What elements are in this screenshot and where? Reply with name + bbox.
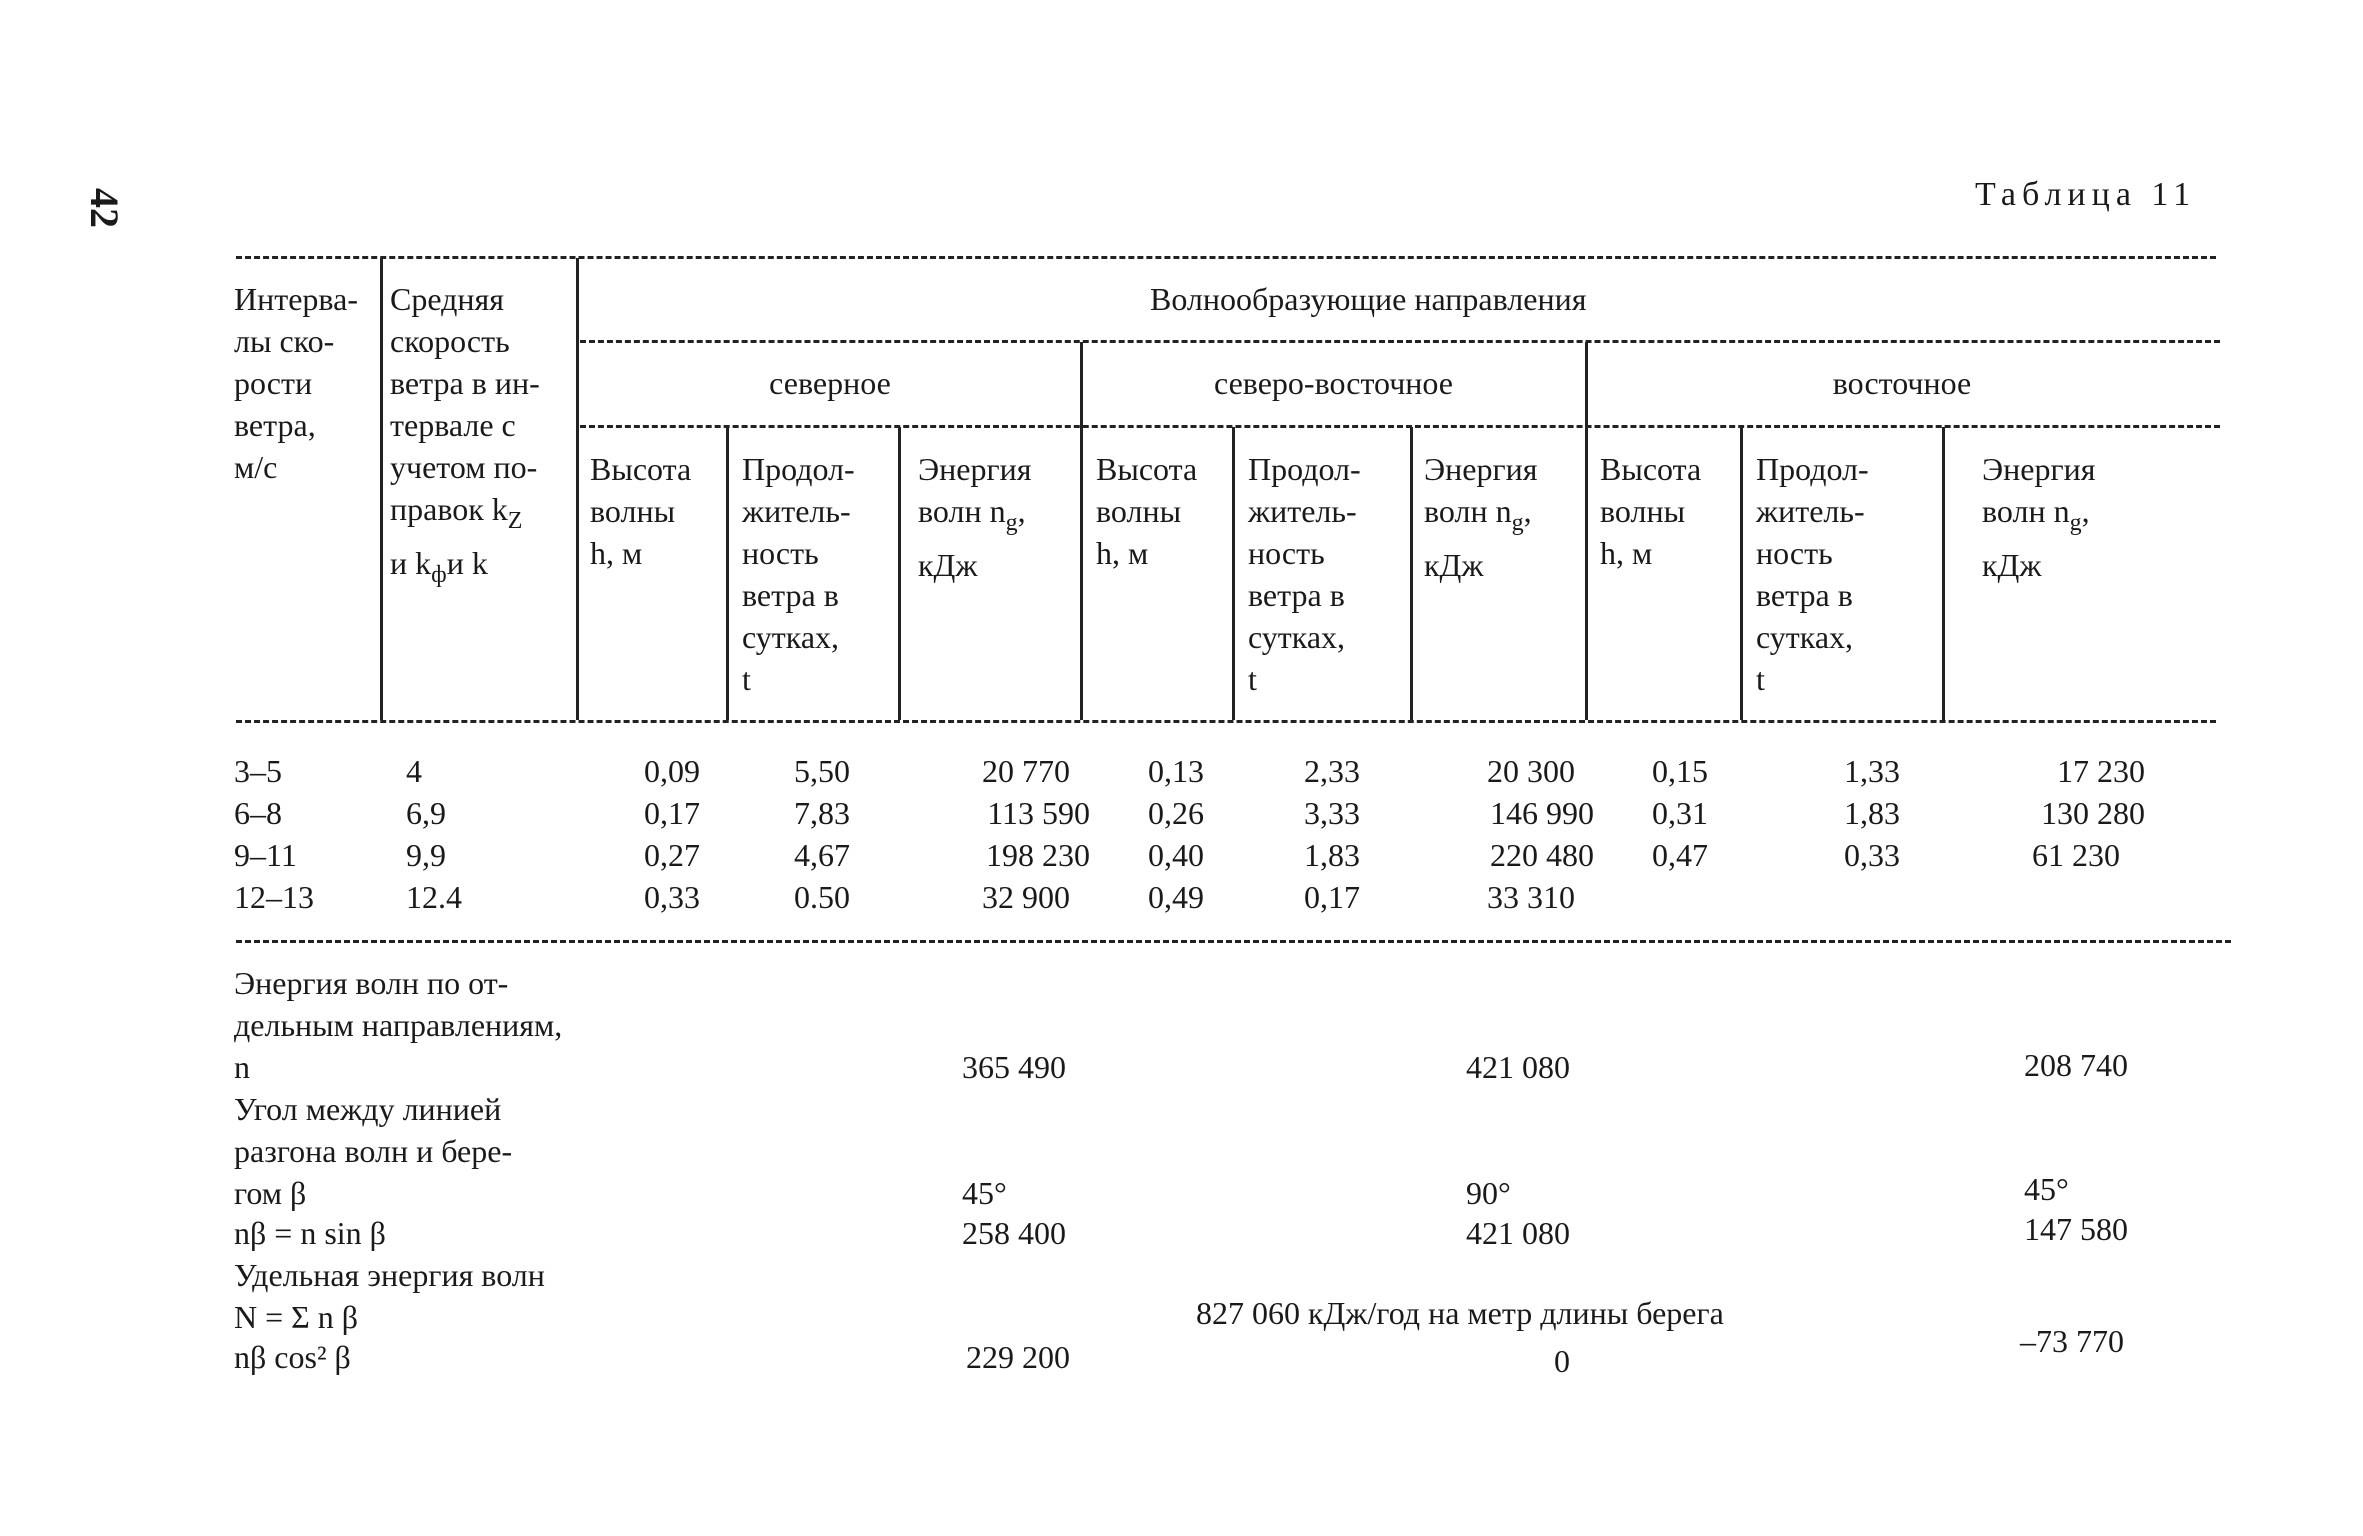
summary-energy-north: 365 490 <box>962 1049 1066 1085</box>
cell-ne-height: 0,40 <box>1148 837 1204 873</box>
vrule-10 <box>1942 427 1945 720</box>
cell-ne-energy: 33 310 <box>1487 879 1575 915</box>
summary-nbeta-ne: 421 080 <box>1466 1215 1570 1251</box>
cell-north-energy: 113 590 <box>987 795 1090 831</box>
summary-cos-label: nβ cos² β <box>234 1339 351 1375</box>
rule-header-bottom <box>236 720 2216 723</box>
header-col2: Средняя скорость ветра в ин- тервале с учетом по- правок $k_Z$ и $k_фи$ k <box>390 281 540 588</box>
cell-ne-height: 0,13 <box>1148 753 1204 789</box>
cell-east-height: 0,31 <box>1652 795 1708 831</box>
direction-northeast: северо-восточное <box>1213 365 1453 401</box>
summary-angle-label: Угол между линией разгона волн и бере- гом β <box>234 1091 513 1211</box>
table-row <box>0 834 2363 876</box>
header-col1: Интерва- лы ско- рости ветра, м/с <box>234 281 358 485</box>
vrule-6 <box>898 427 901 720</box>
cell-east-energy: 61 230 <box>2032 837 2120 873</box>
cell-north-height: 0,33 <box>644 879 700 915</box>
direction-north: северное <box>769 365 891 401</box>
cell-north-duration: 0.50 <box>794 879 850 915</box>
cell-north-duration: 5,50 <box>794 753 850 789</box>
subheader-east-duration: Продол- житель- ность ветра в сутках, t <box>1756 451 1869 697</box>
summary-nbeta-north: 258 400 <box>962 1215 1066 1251</box>
cell-interval: 12–13 <box>234 879 314 915</box>
summary-nbeta-east: 147 580 <box>2024 1211 2128 1247</box>
summary-N-label: N = Σ n β <box>234 1299 359 1335</box>
cell-east-duration: 0,33 <box>1844 837 1900 873</box>
cell-east-energy: 17 230 <box>2057 753 2145 789</box>
cell-ne-energy: 20 300 <box>1487 753 1575 789</box>
table-row <box>0 792 2363 834</box>
cell-north-energy: 198 230 <box>986 837 1090 873</box>
group-title: Волнообразующие направления <box>1150 281 1587 317</box>
cell-north-height: 0,17 <box>644 795 700 831</box>
cell-speed: 6,9 <box>406 795 446 831</box>
vrule-7 <box>1232 427 1235 720</box>
summary-energy-ne: 421 080 <box>1466 1049 1570 1085</box>
summary-cos-north: 229 200 <box>966 1339 1070 1375</box>
direction-east: восточное <box>1832 365 1972 401</box>
vrule-1 <box>380 258 383 720</box>
summary-cos-east: –73 770 <box>2020 1323 2124 1359</box>
subheader-north-height: Высота волны h, м <box>590 451 692 571</box>
cell-ne-duration: 2,33 <box>1304 753 1360 789</box>
page-number: 42 <box>82 188 127 228</box>
vrule-2 <box>576 258 579 720</box>
cell-ne-duration: 0,17 <box>1304 879 1360 915</box>
subheader-east-height: Высота волны h, м <box>1600 451 1702 571</box>
subheader-ne-height: Высота волны h, м <box>1096 451 1198 571</box>
cell-ne-height: 0,49 <box>1148 879 1204 915</box>
cell-north-height: 0,27 <box>644 837 700 873</box>
vrule-5 <box>726 427 729 720</box>
rule-directions <box>580 425 2220 428</box>
vrule-8 <box>1410 427 1413 720</box>
cell-ne-duration: 3,33 <box>1304 795 1360 831</box>
cell-east-height: 0,15 <box>1652 753 1708 789</box>
cell-north-duration: 7,83 <box>794 795 850 831</box>
subheader-north-energy: Энергия волн $n_g$, кДж <box>918 451 1032 583</box>
summary-angle-north: 45° <box>962 1175 1007 1211</box>
table-row <box>0 876 2363 918</box>
summary-energy-label: Энергия волн по от- дельным направлениям, n <box>234 965 563 1085</box>
subheader-north-duration: Продол- житель- ность ветра в сутках, t <box>742 451 855 697</box>
cell-north-energy: 20 770 <box>982 753 1070 789</box>
subheader-ne-duration: Продол- житель- ность ветра в сутках, t <box>1248 451 1361 697</box>
vrule-9 <box>1740 427 1743 720</box>
summary-cos-ne: 0 <box>1554 1343 1570 1379</box>
cell-east-energy: 130 280 <box>2041 795 2145 831</box>
cell-speed: 12.4 <box>406 879 462 915</box>
rule-group <box>580 340 2220 343</box>
summary-energy-east: 208 740 <box>2024 1047 2128 1083</box>
cell-east-duration: 1,83 <box>1844 795 1900 831</box>
cell-interval: 6–8 <box>234 795 282 831</box>
summary-specific-label: Удельная энергия волн <box>234 1257 545 1293</box>
subheader-east-energy: Энергия волн $n_g$, кДж <box>1982 451 2096 583</box>
summary-angle-east: 45° <box>2024 1171 2069 1207</box>
cell-north-energy: 32 900 <box>982 879 1070 915</box>
rule-top <box>236 256 2216 259</box>
cell-east-duration: 1,33 <box>1844 753 1900 789</box>
cell-north-height: 0,09 <box>644 753 700 789</box>
cell-ne-energy: 146 990 <box>1490 795 1594 831</box>
summary-N-value: 827 060 кДж/год на метр длины берега <box>1196 1295 1724 1331</box>
cell-ne-height: 0,26 <box>1148 795 1204 831</box>
rule-data-bottom <box>236 940 2231 943</box>
cell-ne-energy: 220 480 <box>1490 837 1594 873</box>
subheader-ne-energy: Энергия волн $n_g$, кДж <box>1424 451 1538 583</box>
cell-ne-duration: 1,83 <box>1304 837 1360 873</box>
table-row <box>0 750 2363 792</box>
cell-interval: 3–5 <box>234 753 282 789</box>
cell-speed: 9,9 <box>406 837 446 873</box>
summary-angle-ne: 90° <box>1466 1175 1511 1211</box>
cell-interval: 9–11 <box>234 837 297 873</box>
cell-speed: 4 <box>406 753 422 789</box>
cell-east-height: 0,47 <box>1652 837 1708 873</box>
cell-north-duration: 4,67 <box>794 837 850 873</box>
summary-nbeta-label: nβ = n sin β <box>234 1215 386 1251</box>
table-title: Таблица 11 <box>1975 176 2197 213</box>
data-rows <box>0 750 2363 930</box>
